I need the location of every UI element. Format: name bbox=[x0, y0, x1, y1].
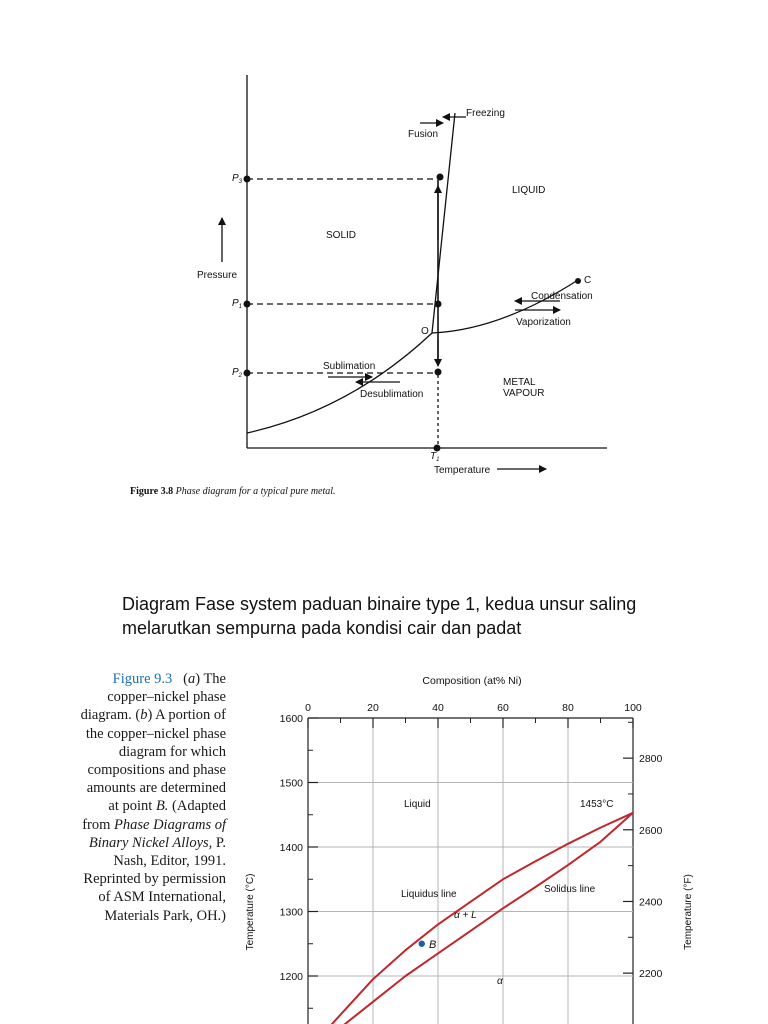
desublimation-label: Desublimation bbox=[360, 389, 424, 400]
book-title: Phase Diagrams of Binary Nickel Alloys, bbox=[88, 816, 226, 851]
x-tick-label: 100 bbox=[624, 702, 642, 714]
y-right-tick-label: 2800 bbox=[639, 753, 663, 766]
solidus-line-label: Solidus line bbox=[544, 884, 596, 895]
liquid-region-label: Liquid bbox=[404, 799, 431, 810]
sublimation-label: Sublimation bbox=[323, 361, 376, 372]
x-tick-label: 60 bbox=[497, 702, 509, 714]
vaporization-label: Vaporization bbox=[516, 317, 571, 328]
alpha-region-label: α bbox=[497, 976, 503, 987]
right-axis-title: Temperature (°F) bbox=[683, 874, 694, 950]
x-tick-label: 40 bbox=[432, 702, 444, 714]
point-b-marker bbox=[419, 941, 425, 947]
p3-label: $P_3$ bbox=[232, 173, 243, 185]
part-a-letter: a bbox=[188, 671, 196, 687]
part-b-text: A portion of the copper–nickel phase diagram for which compositions and phase amounts are determined at point bbox=[85, 707, 226, 815]
figure-9-3-caption: Figure 9.3 (a) The copper–nickel phase diagram. (b) A portion of the copper–nickel phase diagram for which compositions and phase amounts are determined at point B. (Adapted from Phase Diagrams of Binary Nickel Alloys, P. Nash, Editor, 1991. Reprinted by permission of ASM International, Materials Park, OH.) bbox=[80, 671, 226, 924]
x-tick-label: 20 bbox=[367, 702, 379, 714]
x-tick-label: 0 bbox=[305, 702, 311, 714]
p1-label: $P_1$ bbox=[232, 298, 243, 310]
x-tick-label: 80 bbox=[562, 702, 574, 714]
liquidus-line-label: Liquidus line bbox=[401, 889, 457, 900]
p2-label: $P_2$ bbox=[232, 367, 243, 379]
pressure-label: Pressure bbox=[197, 270, 238, 281]
part-b-letter: b bbox=[140, 707, 148, 724]
y-left-tick-label: 1500 bbox=[279, 777, 303, 790]
freezing-label: Freezing bbox=[466, 108, 505, 119]
y-right-tick-label: 2600 bbox=[639, 824, 663, 837]
solid-label: SOLID bbox=[326, 230, 357, 241]
heading-line-2: melarutkan sempurna pada kondisi cair dan padat bbox=[122, 618, 522, 638]
vapour-label: VAPOUR bbox=[503, 388, 545, 399]
figure-3-8-caption-text: Phase diagram for a typical pure metal. bbox=[175, 486, 336, 497]
condensation-label: Condensation bbox=[531, 291, 593, 302]
t1-label: $T_1$ bbox=[430, 451, 440, 463]
part-a-text: The copper–nickel phase diagram. bbox=[80, 671, 226, 724]
point-b-label: B bbox=[429, 939, 437, 951]
point-b-ref: B. bbox=[155, 798, 169, 815]
metal-label: METAL bbox=[503, 377, 536, 388]
y-left-tick-label: 1400 bbox=[279, 842, 303, 854]
figure-3-8-caption-label: Figure 3.8 bbox=[130, 486, 174, 497]
y-left-tick-label: 1600 bbox=[279, 713, 303, 725]
temperature-label: Temperature bbox=[434, 465, 491, 476]
top-axis-title: Composition (at% Ni) bbox=[422, 675, 522, 687]
melting-point-label: 1453°C bbox=[580, 799, 614, 810]
y-right-tick-label: 2200 bbox=[639, 968, 663, 981]
y-left-tick-label: 1300 bbox=[279, 906, 303, 919]
heading-line-1: Diagram Fase system paduan binaire type 1, kedua unsur saling bbox=[122, 594, 637, 614]
figure-9-3-label: Figure 9.3 bbox=[112, 671, 173, 687]
point-o-label: O bbox=[421, 326, 429, 337]
y-right-tick-label: 2400 bbox=[639, 896, 663, 909]
y-left-tick-label: 1200 bbox=[279, 971, 303, 983]
two-phase-region-label: α + L bbox=[454, 910, 477, 921]
point-c-label: C bbox=[584, 275, 592, 286]
adapted-from: (Adapted from bbox=[82, 798, 226, 833]
liquid-label: LIQUID bbox=[512, 185, 546, 196]
fusion-label: Fusion bbox=[408, 129, 439, 140]
left-axis-title: Temperature (°C) bbox=[245, 873, 256, 951]
caption-rest: P. Nash, Editor, 1991. Reprinted by permission of ASM International, Materials Park, OH.) bbox=[83, 834, 226, 924]
